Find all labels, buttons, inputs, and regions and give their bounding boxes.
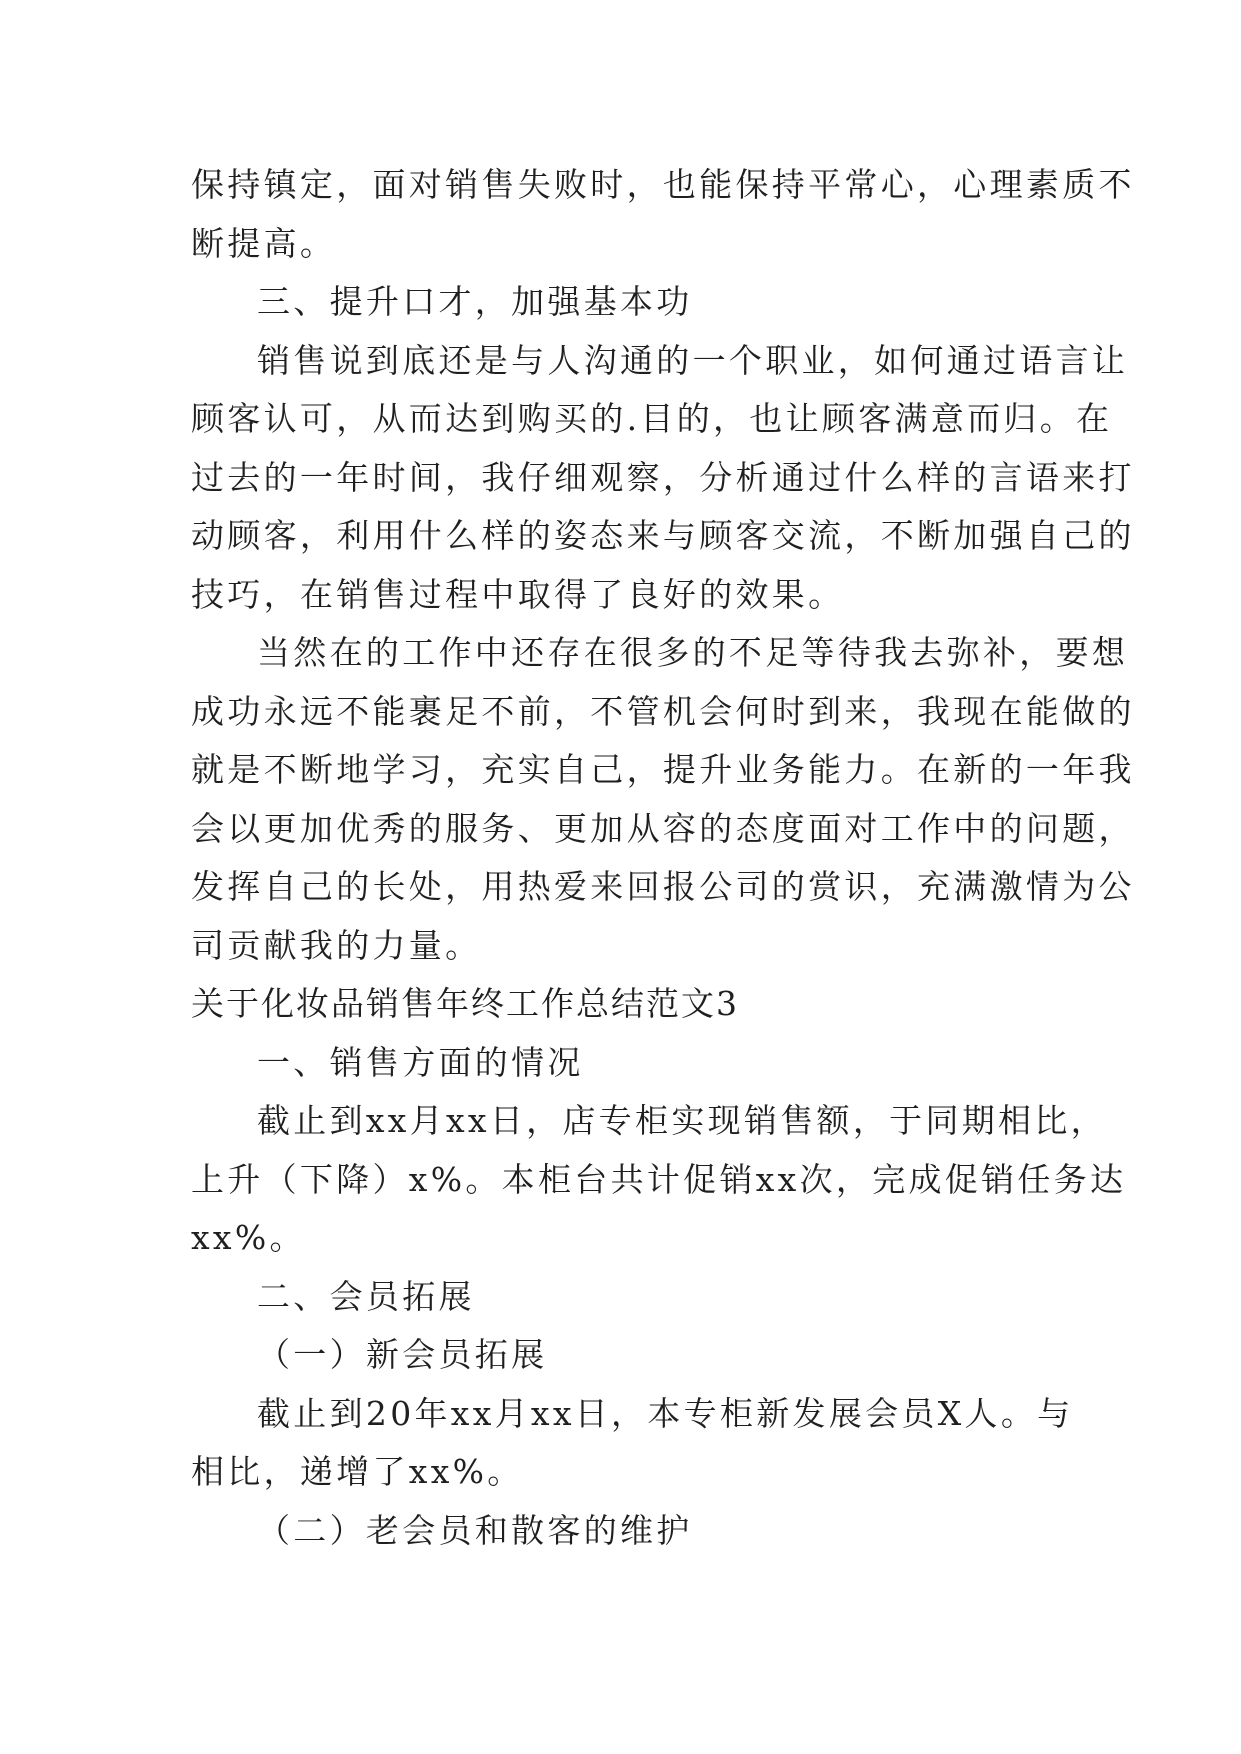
subsection-heading: （一）新会员拓展 <box>257 1335 548 1374</box>
paragraph-line: 断提高。 <box>191 223 337 263</box>
paragraph-line: xx%。 <box>191 1218 306 1257</box>
paragraph-line: 相比，递增了xx%。 <box>191 1452 524 1491</box>
paragraph-line: 顾客认可，从而达到购买的.目的，也让顾客满意而归。在 <box>191 399 1113 438</box>
paragraph-line: 保持镇定，面对销售失败时，也能保持平常心，心理素质不 <box>191 165 1135 204</box>
paragraph-line: 当然在的工作中还存在很多的不足等待我去弥补，要想 <box>257 633 1129 672</box>
paragraph-line: 过去的一年时间，我仔细观察，分析通过什么样的言语来打 <box>191 457 1135 497</box>
paragraph-line: 会以更加优秀的服务、更加从容的态度面对工作中的问题， <box>191 808 1135 848</box>
section-heading: 二、会员拓展 <box>257 1276 475 1316</box>
paragraph-line: 上升（下降）x%。本柜台共计促销xx次，完成促销任务达 <box>191 1159 1127 1199</box>
section-heading: 三、提升口才，加强基本功 <box>257 282 693 321</box>
paragraph-line: 动顾客，利用什么样的姿态来与顾客交流，不断加强自己的 <box>191 516 1135 555</box>
paragraph-line: 发挥自己的长处，用热爱来回报公司的赏识，充满激情为公 <box>191 867 1135 906</box>
paragraph-line: 销售说到底还是与人沟通的一个职业，如何通过语言让 <box>257 340 1129 380</box>
paragraph-line: 就是不断地学习，充实自己，提升业务能力。在新的一年我 <box>191 750 1135 789</box>
paragraph-line: 截止到xx月xx日，店专柜实现销售额，于同期相比， <box>257 1101 1107 1140</box>
paragraph-line: 司贡献我的力量。 <box>191 925 482 965</box>
article-title: 关于化妆品销售年终工作总结范文3 <box>191 984 739 1023</box>
document-body <box>191 156 1135 1560</box>
subsection-heading: （二）老会员和散客的维护 <box>257 1510 693 1550</box>
section-heading: 一、销售方面的情况 <box>257 1042 584 1082</box>
paragraph-line: 技巧，在销售过程中取得了良好的效果。 <box>191 574 845 614</box>
paragraph-line: 截止到20年xx月xx日，本专柜新发展会员X人。与 <box>257 1393 1074 1433</box>
paragraph-line: 成功永远不能裹足不前，不管机会何时到来，我现在能做的 <box>191 691 1135 731</box>
